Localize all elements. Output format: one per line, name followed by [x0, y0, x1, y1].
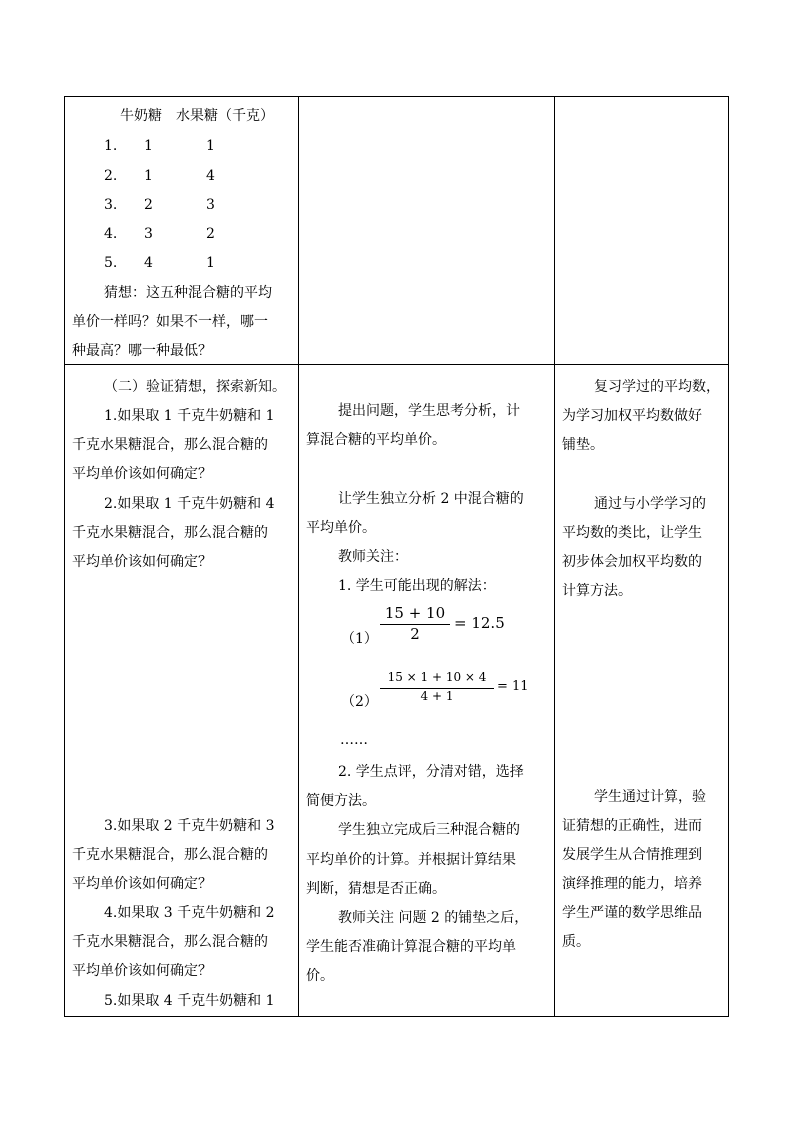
design-note-line: 学生严谨的数学思维品 [562, 905, 702, 921]
question-line: 2.如果取 1 千克牛奶糖和 4 [104, 496, 275, 512]
formula-result: = 11 [497, 679, 529, 694]
question-line: 1.如果取 1 千克牛奶糖和 1 [104, 408, 275, 424]
activity-line: 判断，猜想是否正确。 [306, 881, 446, 897]
row-number: 5. [104, 255, 118, 271]
milk-candy-kg: 1 [144, 138, 153, 154]
candy-table-header: 牛奶糖 水果糖（千克） [120, 108, 274, 124]
formula-numerator: 15 + 10 [384, 604, 446, 622]
row-number: 4. [104, 226, 118, 242]
formula-1 [380, 600, 520, 650]
design-note-line: 初步体会加权平均数的 [562, 554, 702, 570]
design-note-line: 平均数的类比，让学生 [562, 525, 702, 541]
fruit-candy-kg: 2 [206, 226, 215, 242]
activity-line: 学生独立完成后三种混合糖的 [338, 822, 520, 838]
teacher-focus-label: 教师关注： [338, 549, 408, 565]
guess-line: 种最高？哪一种最低？ [72, 343, 212, 359]
design-note-line: 演绎推理的能力，培养 [562, 876, 702, 892]
formula-label: （1） [341, 631, 378, 647]
column-divider-1 [298, 97, 299, 1016]
activity-line: 让学生独立分析 2 中混合糖的 [338, 491, 524, 507]
activity-line: 价。 [306, 968, 334, 984]
formula-numerator: 15 × 1 + 10 × 4 [387, 670, 487, 684]
fruit-candy-kg: 1 [206, 138, 215, 154]
activity-line: 简便方法。 [306, 793, 376, 809]
question-line: 5.如果取 4 千克牛奶糖和 1 [104, 993, 275, 1009]
question-line: 4.如果取 3 千克牛奶糖和 2 [104, 905, 275, 921]
milk-candy-kg: 3 [144, 226, 153, 242]
activity-line: 算混合糖的平均单价。 [306, 432, 446, 448]
fruit-candy-kg: 1 [206, 255, 215, 271]
formula-denominator: 4 + 1 [420, 689, 454, 703]
row-number: 1. [104, 138, 118, 154]
solutions-label: 1. 学生可能出现的解法： [338, 578, 496, 594]
milk-candy-kg: 2 [144, 197, 153, 213]
section-heading: （二）验证猜想，探索新知。 [104, 379, 286, 395]
activity-line: 平均单价的计算。并根据计算结果 [306, 852, 516, 868]
milk-candy-kg: 4 [144, 255, 153, 271]
formula-denominator: 2 [410, 625, 420, 643]
row-divider [65, 364, 728, 365]
row-number: 2. [104, 168, 118, 184]
column-divider-2 [554, 97, 555, 1016]
question-line: 千克水果糖混合，那么混合糖的 [72, 847, 268, 863]
fruit-candy-kg: 3 [206, 197, 215, 213]
question-line: 平均单价该如何确定？ [72, 466, 212, 482]
row-number: 3. [104, 197, 118, 213]
design-note-line: 学生通过计算，验 [594, 789, 706, 805]
activity-line: 2. 学生点评，分清对错，选择 [338, 764, 524, 780]
ellipsis: …… [340, 732, 368, 748]
guess-line: 猜想：这五种混合糖的平均 [104, 285, 272, 301]
activity-line: 平均单价。 [306, 520, 376, 536]
question-line: 千克水果糖混合，那么混合糖的 [72, 934, 268, 950]
design-note-line: 证猜想的正确性，进而 [562, 818, 702, 834]
design-note-line: 复习学过的平均数， [594, 379, 720, 395]
design-note-line: 发展学生从合情推理到 [562, 847, 702, 863]
design-note-line: 铺垫。 [562, 437, 604, 453]
activity-line: 学生能否准确计算混合糖的平均单 [306, 939, 516, 955]
activity-line: 教师关注 问题 2 的铺垫之后， [338, 910, 529, 926]
fruit-candy-kg: 4 [206, 168, 215, 184]
guess-line: 单价一样吗？如果不一样，哪一 [72, 314, 268, 330]
design-note-line: 计算方法。 [562, 583, 632, 599]
question-line: 平均单价该如何确定？ [72, 876, 212, 892]
question-line: 平均单价该如何确定？ [72, 554, 212, 570]
milk-candy-kg: 1 [144, 168, 153, 184]
question-line: 千克水果糖混合，那么混合糖的 [72, 525, 268, 541]
formula-2 [380, 666, 540, 710]
design-note-line: 质。 [562, 934, 590, 950]
question-line: 3.如果取 2 千克牛奶糖和 3 [104, 818, 275, 834]
question-line: 平均单价该如何确定？ [72, 963, 212, 979]
design-note-line: 为学习加权平均数做好 [562, 408, 702, 424]
formula-result: = 12.5 [454, 614, 505, 632]
design-note-line: 通过与小学学习的 [594, 496, 706, 512]
formula-label: （2） [341, 694, 378, 710]
question-line: 千克水果糖混合，那么混合糖的 [72, 437, 268, 453]
activity-line: 提出问题，学生思考分析，计 [338, 403, 520, 419]
